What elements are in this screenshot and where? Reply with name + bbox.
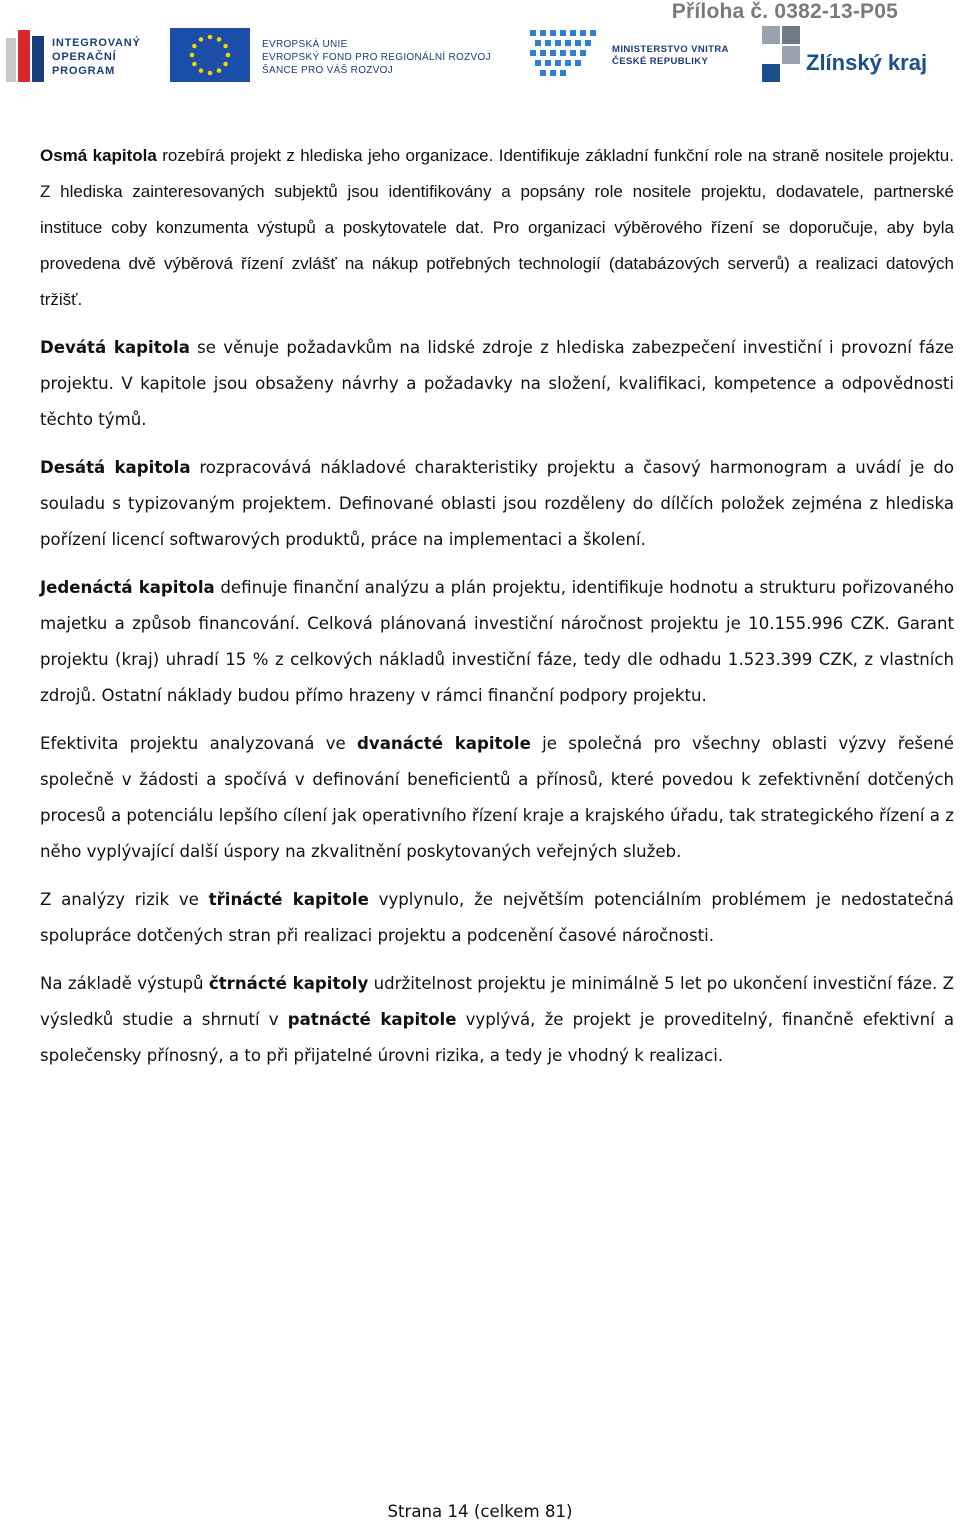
mv-line2: ČESKÉ REPUBLIKY <box>612 56 709 67</box>
chapter-10-text: rozpracovává nákladové charakteristiky projektu a časový harmonogram a uvádí je do souladu s typizovaným projektem. Definované oblasti jsou rozděleny do dílčích položek zejména z hlediska pořízení licencí softwarových produktů, práce na implementaci a školení. <box>40 458 954 549</box>
mv-line1: MINISTERSTVO VNITRA <box>612 44 729 55</box>
chapter-10-heading: Desátá kapitola <box>40 458 191 477</box>
eu-logo-text <box>262 38 491 77</box>
paragraph-chapter-13 <box>40 882 954 954</box>
chapter-14-pre: Na základě výstupů <box>40 974 209 993</box>
chapter-15-heading: patnácté kapitole <box>287 1010 457 1029</box>
annex-label: Příloha č. 0382-13-P05 <box>671 0 898 23</box>
chapter-14-heading: čtrnácté kapitoly <box>208 974 369 993</box>
chapter-12-pre: Efektivita projektu analyzovaná ve <box>40 734 358 753</box>
zlinsky-kraj-logo-icon <box>762 26 806 82</box>
paragraph-chapter-8 <box>40 138 954 318</box>
paragraph-chapter-9 <box>40 330 954 438</box>
paragraph-chapter-12 <box>40 726 954 870</box>
logo-bar <box>0 22 960 88</box>
chapter-8-text: rozebírá projekt z hlediska jeho organizace. Identifikuje základní funkční role na straně nositele projektu. Z hlediska zainteresovaných subjektů jsou identifikovány a popsány role nositele projektu, dodavatele, partnerské instituce coby konzumenta výstupů a poskytovatele dat. Pro organizaci výběrového řízení se doporučuje, aby byla provedena dvě výběrová řízení zvlášť na nákup potřebných technologií (databázových serverů) a realizaci datových tržišť. <box>40 146 954 309</box>
iop-logo-text <box>52 36 141 78</box>
chapter-13-pre: Z analýzy rizik ve <box>40 890 209 909</box>
mv-logo-text <box>612 44 729 68</box>
paragraph-chapter-14-15 <box>40 966 954 1074</box>
chapter-9-heading: Devátá kapitola <box>40 338 190 357</box>
iop-line2: OPERAČNÍ <box>52 51 117 63</box>
chapter-12-heading: dvanácté kapitole <box>357 734 531 753</box>
zlinsky-kraj-name: Zlínský kraj <box>806 50 928 75</box>
chapter-9-text: se věnuje požadavkům na lidské zdroje z hlediska zabezpečení investiční i provozní fáze projektu. V kapitole jsou obsaženy návrhy a požadavky na složení, kvalifikaci, kompetence a odpovědnosti těchto týmů. <box>40 338 954 429</box>
eu-line3: ŠANCE PRO VÁŠ ROZVOJ <box>262 65 394 76</box>
chapter-14-text: udržitelnost projektu je minimálně 5 let po ukončení investiční fáze. Z výsledků studie a shrnutí v <box>40 974 954 1029</box>
eu-line1: EVROPSKÁ UNIE <box>262 39 348 50</box>
mv-logo-icon <box>530 26 606 84</box>
chapter-13-heading: třinácté kapitole <box>208 890 369 909</box>
chapter-11-heading: Jedenáctá kapitola <box>40 578 215 597</box>
iop-line3: PROGRAM <box>52 65 116 77</box>
iop-logo-icon <box>6 28 48 82</box>
chapter-12-text: je společná pro všechny oblasti výzvy řešené společně v žádosti a spočívá v definování beneficientů a přínosů, které povedou k zefektivnění dotčených procesů a potenciálu lepšího cílení jak operativního řízení kraje a krajského úřadu, tak strategického řízení a z něho vyplývající další úspory na zkvalitnění poskytovaných veřejných služeb. <box>40 734 954 861</box>
eu-flag-icon <box>170 28 250 82</box>
chapter-8-heading: Osmá kapitola <box>40 146 157 165</box>
eu-line2: EVROPSKÝ FOND PRO REGIONÁLNÍ ROZVOJ <box>262 52 491 63</box>
paragraph-chapter-11 <box>40 570 954 714</box>
paragraph-chapter-10 <box>40 450 954 558</box>
chapter-11-text: definuje finanční analýzu a plán projektu, identifikuje hodnotu a strukturu pořizovaného majetku a způsob financování. Celková plánovaná investiční náročnost projektu je 10.155.996 CZK. Garant projektu (kraj) uhradí 15 % z celkových nákladů investiční fáze, tedy dle odhadu 1.523.399 CZK, z vlastních zdrojů. Ostatní náklady budou přímo hrazeny v rámci finanční podpory projektu. <box>40 578 954 705</box>
chapter-15-text: vyplývá, že projekt je proveditelný, finančně efektivní a společensky přínosný, a to při přijatelné úrovni rizika, a tedy je vhodný k realizaci. <box>40 1010 954 1065</box>
page-number-footer: Strana 14 (celkem 81) <box>387 1502 573 1521</box>
iop-line1: INTEGROVANÝ <box>52 37 141 49</box>
chapter-13-text: vyplynulo, že největším potenciálním problémem je nedostatečná spolupráce dotčených stran při realizaci projektu a podcenění časové náročnosti. <box>40 890 954 945</box>
document-body <box>40 138 954 1086</box>
